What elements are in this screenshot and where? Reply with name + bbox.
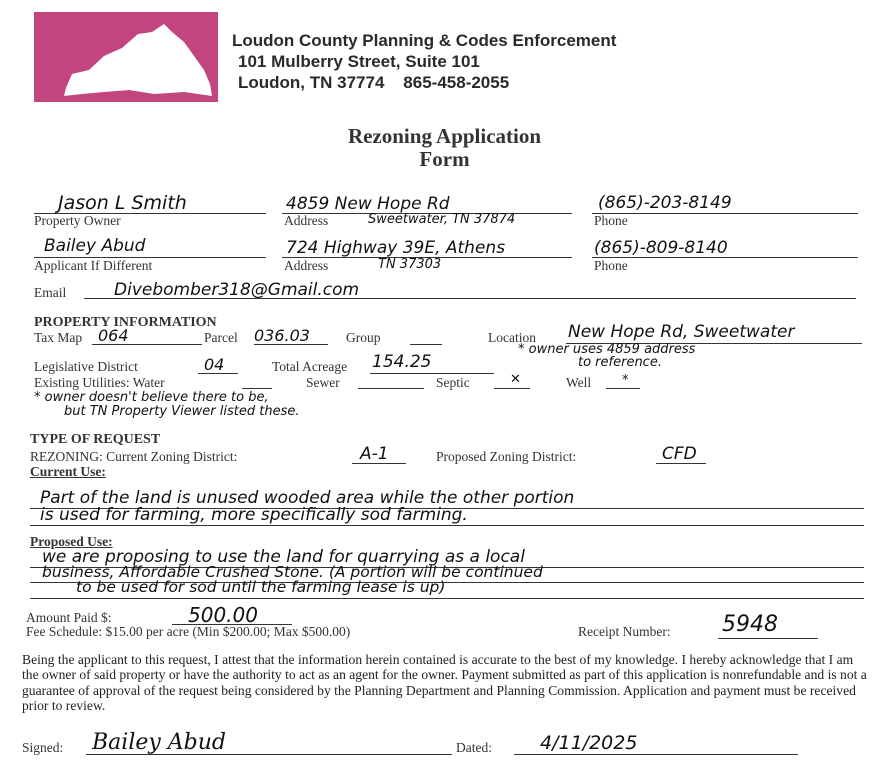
receipt-value: 5948 bbox=[722, 612, 778, 637]
sewer-label: Sewer bbox=[306, 375, 340, 390]
proposed-zoning-value: CFD bbox=[662, 444, 697, 464]
parcel-value: 036.03 bbox=[254, 326, 310, 345]
location-value: New Hope Rd, Sweetwater bbox=[568, 322, 795, 342]
applicant-address-value: 724 Highway 39E, Athens bbox=[286, 238, 506, 258]
owner-phone-label: Phone bbox=[594, 213, 628, 228]
property-heading: PROPERTY INFORMATION bbox=[34, 315, 217, 330]
county-map-icon bbox=[34, 12, 218, 102]
district-value: 04 bbox=[204, 355, 225, 374]
acreage-label: Total Acreage bbox=[272, 359, 348, 374]
septic-label: Septic bbox=[436, 375, 470, 390]
current-use-label: Current Use: bbox=[30, 464, 106, 479]
org-city-phone: Loudon, TN 37774 865-458-2055 bbox=[238, 73, 510, 92]
current-zoning-value: A-1 bbox=[360, 444, 389, 464]
fee-schedule: Fee Schedule: $15.00 per acre (Min $200.00; Max $500.00) bbox=[26, 624, 351, 639]
location-label: Location bbox=[488, 330, 536, 345]
org-name: Loudon County Planning & Codes Enforcement bbox=[232, 31, 617, 50]
email-label: Email bbox=[34, 285, 67, 300]
current-zoning-label: REZONING: Current Zoning District: bbox=[30, 449, 238, 464]
proposed-use-label: Proposed Use: bbox=[30, 534, 113, 549]
attestation-text: Being the applicant to this request, I attest that the information herein contained is accurate to the best of my knowledge. I hereby acknowledge that I am the owner of said property or have the authority to act as an agent for the owner. Payment submitted as part of this application is nonrefundable and is not a guarantee of approval of the request being considered by the Planning Department and Planning Commission. Application and payment must be received prior to review. bbox=[22, 652, 867, 714]
parcel-label: Parcel bbox=[204, 330, 238, 345]
amount-paid-label: Amount Paid $: bbox=[26, 610, 112, 625]
owner-phone-value: (865)-203-8149 bbox=[598, 193, 732, 213]
well-mark: * bbox=[622, 373, 629, 388]
location-note-2: to reference. bbox=[578, 355, 662, 370]
applicant-phone-label: Phone bbox=[594, 258, 628, 273]
proposed-use-line-3: to be used for sod until the farming lease is up) bbox=[76, 578, 446, 596]
current-use-line-2: is used for farming, more specifically sod farming. bbox=[40, 505, 468, 525]
applicant-address-line2: TN 37303 bbox=[378, 257, 442, 272]
signed-label: Signed: bbox=[22, 740, 64, 755]
district-label: Legislative District bbox=[34, 359, 138, 374]
form-subtitle: Form bbox=[419, 147, 470, 171]
county-logo bbox=[34, 12, 218, 102]
signature-value: Bailey Abud bbox=[92, 730, 227, 755]
owner-address-label: Address bbox=[284, 213, 329, 228]
group-label: Group bbox=[346, 330, 381, 345]
owner-name-label: Property Owner bbox=[34, 213, 121, 228]
current-use-line-1: Part of the land is unused wooded area while the other portion bbox=[40, 488, 575, 508]
proposed-use-line-2: business, Affordable Crushed Stone. (A portion will be continued bbox=[42, 563, 543, 581]
email-value: Divebomber318@Gmail.com bbox=[114, 280, 360, 300]
tax-map-value: 064 bbox=[98, 326, 129, 345]
form-title: Rezoning Application bbox=[347, 124, 542, 148]
request-heading: TYPE OF REQUEST bbox=[30, 432, 161, 447]
owner-address-value: 4859 New Hope Rd bbox=[286, 194, 450, 214]
proposed-zoning-label: Proposed Zoning District: bbox=[436, 449, 577, 464]
well-label: Well bbox=[566, 375, 592, 390]
receipt-label: Receipt Number: bbox=[578, 624, 671, 639]
org-street: 101 Mulberry Street, Suite 101 bbox=[238, 52, 480, 71]
septic-mark: ✕ bbox=[510, 372, 521, 387]
tax-map-label: Tax Map bbox=[34, 330, 83, 345]
applicant-name-value: Bailey Abud bbox=[44, 236, 146, 256]
applicant-name-label: Applicant If Different bbox=[34, 258, 153, 273]
utilities-note-2: but TN Property Viewer listed these. bbox=[64, 404, 300, 419]
utilities-label: Existing Utilities: Water bbox=[34, 375, 165, 390]
dated-label: Dated: bbox=[456, 740, 492, 755]
proposed-use-line-1: we are proposing to use the land for quarrying as a local bbox=[42, 547, 525, 567]
acreage-value: 154.25 bbox=[372, 352, 432, 372]
utilities-note-1: * owner doesn't believe there to be, bbox=[34, 390, 269, 405]
owner-name-value: Jason L Smith bbox=[58, 192, 187, 214]
applicant-phone-value: (865)-809-8140 bbox=[594, 238, 728, 258]
date-value: 4/11/2025 bbox=[540, 732, 638, 754]
applicant-address-label: Address bbox=[284, 258, 329, 273]
location-note-1: * owner uses 4859 address bbox=[518, 342, 696, 357]
owner-address-line2: Sweetwater, TN 37874 bbox=[368, 212, 516, 227]
amount-paid-value: 500.00 bbox=[188, 603, 258, 627]
